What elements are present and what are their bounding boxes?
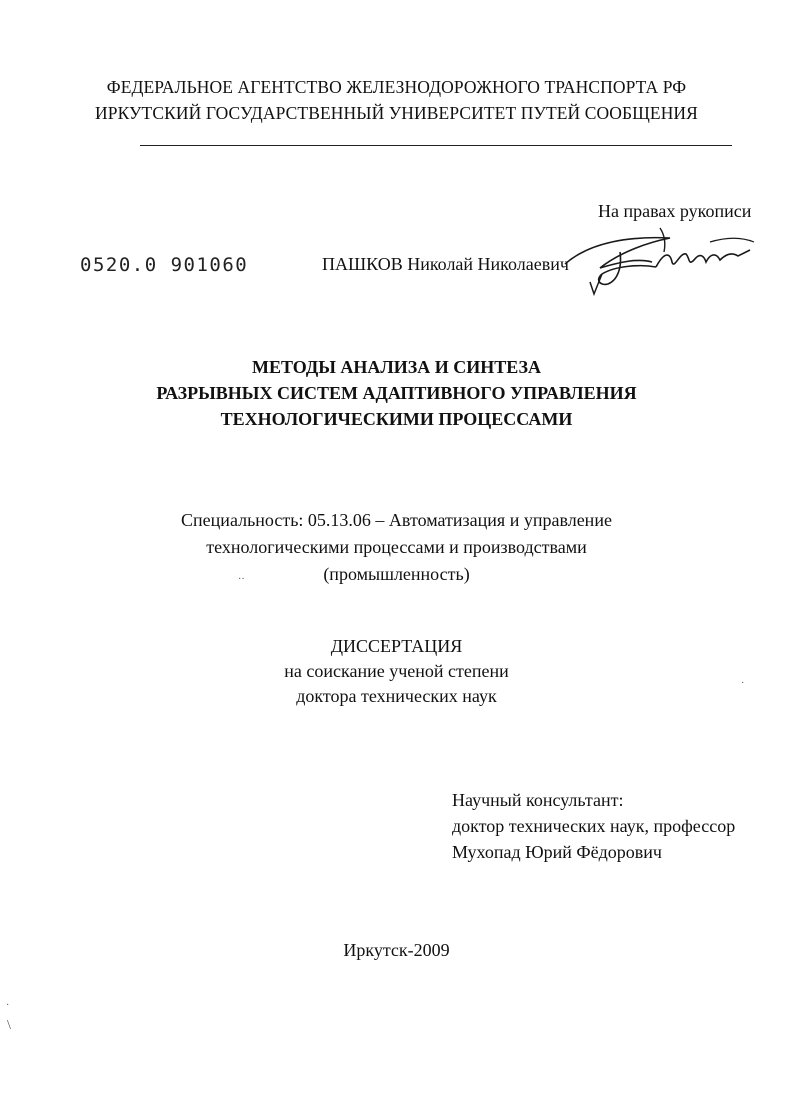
author-name: ПАШКОВ Николай Николаевич bbox=[322, 254, 569, 274]
handwritten-signature bbox=[560, 222, 760, 297]
degree-name: доктора технических наук bbox=[296, 686, 497, 706]
dissertation-label: ДИССЕРТАЦИЯ bbox=[330, 636, 463, 656]
title-line-3: ТЕХНОЛОГИЧЕСКИМИ ПРОЦЕССАМИ bbox=[220, 409, 573, 429]
consultant-block bbox=[452, 787, 735, 865]
university-name: ИРКУТСКИЙ ГОСУДАРСТВЕННЫЙ УНИВЕРСИТЕТ ПУТЕЙ СООБЩЕНИЯ bbox=[95, 103, 698, 123]
consultant-label: Научный консультант: bbox=[452, 790, 624, 810]
catalog-code: 0520.0 901060 bbox=[80, 254, 249, 276]
specialty-block bbox=[0, 507, 793, 588]
header-divider bbox=[140, 145, 732, 146]
place-year: Иркутск-2009 bbox=[343, 940, 450, 960]
dissertation-title bbox=[0, 354, 793, 432]
specialty-line-3: (промышленность) bbox=[323, 564, 470, 584]
dissertation-block bbox=[0, 634, 793, 709]
rights-note: На правах рукописи bbox=[598, 201, 752, 221]
agency-name: ФЕДЕРАЛЬНОЕ АГЕНТСТВО ЖЕЛЕЗНОДОРОЖНОГО ТРАНСПОРТА РФ bbox=[106, 77, 687, 97]
title-line-2: РАЗРЫВНЫХ СИСТЕМ АДАПТИВНОГО УПРАВЛЕНИЯ bbox=[156, 383, 637, 403]
consultant-name: Мухопад Юрий Фёдорович bbox=[452, 842, 662, 862]
specialty-line-1: Специальность: 05.13.06 – Автоматизация и управление bbox=[181, 510, 612, 530]
title-line-1: МЕТОДЫ АНАЛИЗА И СИНТЕЗА bbox=[251, 357, 542, 377]
scan-speck: · bbox=[6, 1000, 10, 1011]
specialty-line-2: технологическими процессами и производствами bbox=[206, 537, 587, 557]
consultant-degree: доктор технических наук, профессор bbox=[452, 816, 736, 836]
scan-speck: \ bbox=[7, 1018, 11, 1033]
degree-purpose: на соискание ученой степени bbox=[284, 661, 509, 681]
agency-header bbox=[0, 74, 793, 126]
scan-speck: ·· bbox=[238, 574, 245, 585]
scan-speck: · bbox=[741, 678, 745, 689]
